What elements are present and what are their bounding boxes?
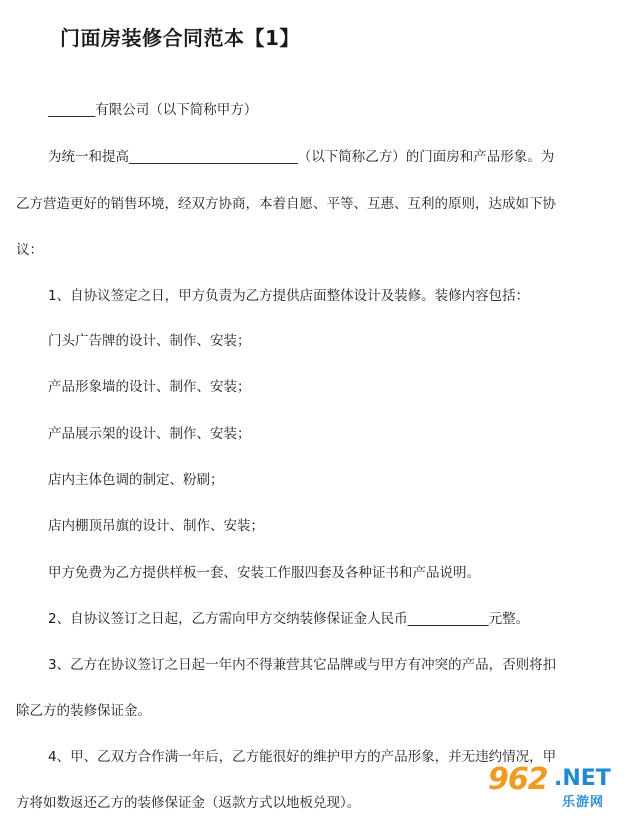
clause-3-line-2: 除乙方的装修保证金。 bbox=[16, 703, 151, 719]
clause-4-line-1: 4、甲、乙双方合作满一年后，乙方能很好的维护甲方的产品形象，并无违约情况，甲 bbox=[48, 749, 557, 765]
watermark-subtitle: 乐游网 bbox=[562, 795, 605, 810]
clause-1-item-5: 店内棚顶吊旗的设计、制作、安装； bbox=[48, 518, 264, 534]
clause-1-note: 甲方免费为乙方提供样板一套、安装工作服四套及各种证书和产品说明。 bbox=[48, 565, 480, 581]
clause-1-item-1: 门头广告牌的设计、制作、安装； bbox=[48, 333, 251, 349]
clause-4-line-2: 方将如数返还乙方的装修保证金（返款方式以地板兑现）。 bbox=[16, 795, 361, 811]
clause-3-line-1: 3、乙方在协议签订之日起一年内不得兼营其它品牌或与甲方有冲突的产品，否则将扣 bbox=[48, 657, 557, 673]
watermark-suffix: .NET bbox=[554, 766, 611, 791]
site-watermark-logo bbox=[484, 760, 634, 812]
paragraph-party-a: _______有限公司（以下简称甲方） bbox=[48, 102, 258, 118]
clause-1-item-4: 店内主体色调的制定、粉刷； bbox=[48, 472, 224, 488]
clause-1-item-2: 产品形象墙的设计、制作、安装； bbox=[48, 379, 251, 395]
paragraph-intro-line-2: 乙方营造更好的销售环境，经双方协商，本着自愿、平等、互惠、互利的原则，达成如下协 bbox=[16, 196, 556, 212]
clause-2: 2、自协议签订之日起，乙方需向甲方交纳装修保证金人民币____________元整。 bbox=[48, 611, 530, 627]
paragraph-intro-line-1: 为统一和提高_________________________（以下简称乙方）的门面房和产品形象。为 bbox=[48, 149, 555, 165]
watermark-number: 962 bbox=[488, 762, 548, 797]
clause-1-item-3: 产品展示架的设计、制作、安装； bbox=[48, 426, 251, 442]
clause-1: 1、自协议签定之日，甲方负责为乙方提供店面整体设计及装修。装修内容包括： bbox=[48, 288, 530, 304]
paragraph-intro-line-3: 议： bbox=[16, 242, 43, 258]
document-title: 门面房装修合同范本【1】 bbox=[60, 26, 300, 50]
